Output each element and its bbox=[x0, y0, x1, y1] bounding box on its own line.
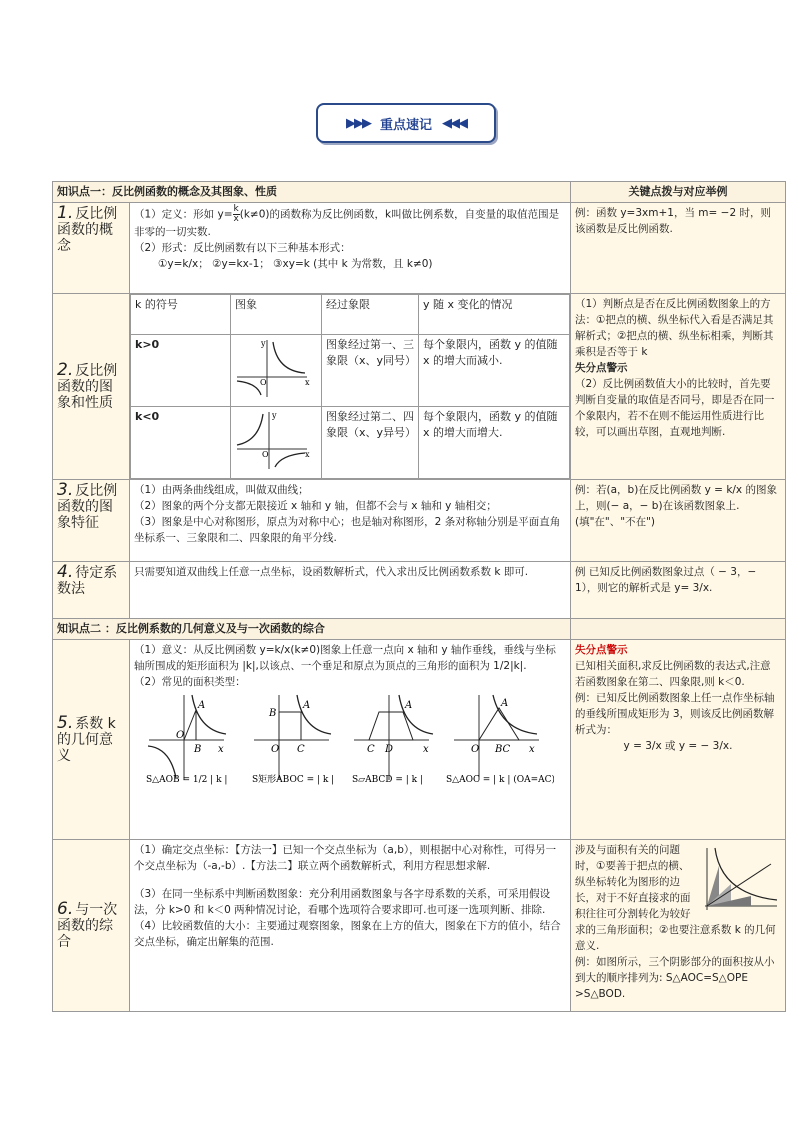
shaded-area-figure bbox=[697, 844, 781, 919]
section-3-row bbox=[53, 480, 786, 562]
section-2-content bbox=[130, 294, 571, 480]
svg-text:x: x bbox=[305, 378, 310, 387]
section-6-row bbox=[53, 840, 786, 1012]
svg-text:B: B bbox=[194, 744, 202, 755]
section-4-right: 例 已知反比例函数图象过点（ − 3，− 1），则它的解析式是 y= 3/x. bbox=[571, 562, 786, 619]
svg-text:y: y bbox=[272, 411, 277, 420]
svg-text:O: O bbox=[260, 378, 267, 387]
section-2-name: 2. 反比例函数的图象和性质 bbox=[53, 294, 130, 480]
section-6-name: 6. 与一次函数的综合 bbox=[53, 840, 130, 1012]
change-k-negative: 每个象限内，函数 y 的值随 x 的增大而增大. bbox=[419, 407, 570, 479]
header2-row bbox=[53, 619, 786, 640]
svg-text:BC: BC bbox=[495, 744, 511, 755]
section-4-content: 只需要知道双曲线上任意一点坐标，设函数解析式，代入求出反比例函数系数 k 即可. bbox=[130, 562, 571, 619]
th-quadrant: 经过象限 bbox=[322, 295, 419, 335]
graph-k-positive bbox=[231, 335, 322, 407]
section-6-right: 涉及与面积有关的问题时，①要善于把点的横、纵坐标转化为图形的边长，对于不好直接求的面积往往可分割转化为较好求的三角形面积；②也要注意系数 k 的几何意义. 例：如图所示，三个阴影部分的面积按从小到大的顺序排列为: S△AOC=S△OPE >S△BOD. bbox=[571, 840, 786, 1012]
section-3-name: 3. 反比例函数的图象特征 bbox=[53, 480, 130, 562]
section-1-right: 例：函数 y=3xm+1，当 m= −2 时，则该函数是反比例函数. bbox=[571, 203, 786, 294]
k-negative: k<0 bbox=[131, 407, 231, 479]
section-5-name: 5. 系数 k 的几何意义 bbox=[53, 640, 130, 840]
section-5-row bbox=[53, 640, 786, 840]
svg-text:S矩形ABOC = | k |: S矩形ABOC = | k | bbox=[252, 775, 335, 785]
section-6-content: （1）确定交点坐标：【方法一】已知一个交点坐标为（a,b），则根据中心对称性，可得另一个交点坐标为（-a,-b）.【方法二】联立两个函数解析式，利用方程思想求解. （3）在同一坐标系中判断函数图象：充分利用函数图象与各字母系数的关系，可采用假设法，分 k>0 和 k＜0 两种情况讨论，看哪个选项符合要求即可.也可逐一选项判断、排除. （4）比较函数值的大小：主要通过观察图象，图象在上方的值大，图象在下方的值小，结合交点坐标，确定出解集的范围. bbox=[130, 840, 571, 1012]
right-arrows-icon: ▶▶▶ bbox=[345, 115, 370, 131]
header-knowledge-2: 知识点二 ：反比例系数的几何意义及与一次函数的综合 bbox=[53, 619, 571, 640]
header-right: 关键点拨与对应举例 bbox=[571, 182, 786, 203]
th-change: y 随 x 变化的情况 bbox=[419, 295, 570, 335]
section-3-right: 例：若(a，b)在反比例函数 y = k/x 的图象上，则(− a，− b)在该函数图象上.(填"在"、"不在") bbox=[571, 480, 786, 562]
knowledge-table bbox=[52, 181, 786, 1012]
section-1-name: 1. 反比例函数的概念 bbox=[53, 203, 130, 294]
k-positive: k>0 bbox=[131, 335, 231, 407]
section-5-right: 失分点警示 已知相关面积,求反比例函数的表达式,注意若函数图象在第二、四象限,则 k＜0. 例：已知反比例函数图象上任一点作坐标轴的垂线所围成矩形为 3，则该反比例函数解析式为： y = 3/x 或 y = − 3/x. bbox=[571, 640, 786, 840]
svg-text:A: A bbox=[405, 700, 413, 711]
svg-text:x: x bbox=[529, 744, 535, 755]
section-1-row bbox=[53, 203, 786, 294]
section-2-row bbox=[53, 294, 786, 480]
header-knowledge-1: 知识点一：反比例函数的概念及其图象、性质 bbox=[53, 182, 571, 203]
section-banner bbox=[316, 103, 496, 143]
svg-text:A: A bbox=[501, 698, 509, 709]
section-4-name: 4. 待定系数法 bbox=[53, 562, 130, 619]
change-k-positive: 每个象限内，函数 y 的值随 x 的增大而减小. bbox=[419, 335, 570, 407]
th-sign: k 的符号 bbox=[131, 295, 231, 335]
svg-text:S△AOC = | k | (OA=AC): S△AOC = | k | (OA=AC) bbox=[446, 775, 554, 785]
svg-text:A: A bbox=[198, 700, 206, 711]
banner-title: 重点速记 bbox=[379, 117, 432, 133]
area-type-figures bbox=[134, 690, 554, 790]
quadrant-k-positive: 图象经过第一、三象限（x、y同号） bbox=[322, 335, 419, 407]
svg-text:O: O bbox=[262, 450, 269, 459]
svg-text:C: C bbox=[297, 744, 305, 755]
svg-text:y: y bbox=[261, 339, 266, 348]
svg-text:x: x bbox=[423, 744, 429, 755]
svg-text:S△AOB = 1/2 | k |: S△AOB = 1/2 | k | bbox=[146, 775, 228, 785]
svg-text:x: x bbox=[305, 450, 310, 459]
svg-text:S▱ABCD = | k |: S▱ABCD = | k | bbox=[352, 775, 423, 785]
svg-text:D: D bbox=[385, 744, 394, 755]
svg-text:C: C bbox=[367, 744, 375, 755]
properties-table bbox=[130, 294, 570, 479]
section-5-content: （1）意义：从反比例函数 y=k/x(k≠0)图象上任意一点向 x 轴和 y 轴作垂线，垂线与坐标轴所围成的矩形面积为 |k|,以该点、一个垂足和原点为顶点的三角形的面积为 1/2|k|. （2）常见的面积类型： A O B x A B O C A C D x A O BC x S△AOB = 1/2 | k | S矩形ABOC = | k | S▱ABCD = | k | S△AOC = | k | (OA=AC) bbox=[130, 640, 571, 840]
section-2-right: （1）判断点是否在反比例函数图象上的方法：①把点的横、纵坐标代入看是否满足其解析式；②把点的横、纵坐标相乘，判断其乘积是否等于 k 失分点警示 （2）反比例函数值大小的比较时，首先要判断自变量的取值是否同号，即是否在同一个象限内，若不在则不能运用性质进行比较，可以画出草图，直观地判断. bbox=[571, 294, 786, 480]
svg-text:A: A bbox=[303, 700, 311, 711]
section-4-row bbox=[53, 562, 786, 619]
quadrant-k-negative: 图象经过第二、四象限（x、y异号） bbox=[322, 407, 419, 479]
svg-text:x: x bbox=[218, 744, 224, 755]
graph-k-negative bbox=[231, 407, 322, 479]
left-arrows-icon: ◀◀◀ bbox=[442, 115, 466, 131]
section-1-content: （1）定义：形如 y= $\frac{k}{x}$ (k≠0)的函数称为反比例函数，k叫做比例系数，自变量的取值范围是非零的一切实数. （2）形式：反比例函数有以下三种基本形式： ①y=k/x； ②y=kx-1； ③xy=k (其中 k 为常数，且 k≠0) bbox=[130, 203, 571, 294]
svg-text:O: O bbox=[271, 744, 280, 755]
svg-text:O: O bbox=[176, 730, 185, 741]
section-3-content: （1）由两条曲线组成，叫做双曲线； （2）图象的两个分支都无限接近 x 轴和 y 轴，但都不会与 x 轴和 y 轴相交； （3）图象是中心对称图形，原点为对称中心；也是轴对称图形，2 条对称轴分别是平面直角坐标系一、三象限和二、四象限的角平分线. bbox=[130, 480, 571, 562]
th-graph: 图象 bbox=[231, 295, 322, 335]
header-row bbox=[53, 182, 786, 203]
svg-text:O: O bbox=[471, 744, 480, 755]
svg-text:B: B bbox=[269, 708, 277, 719]
